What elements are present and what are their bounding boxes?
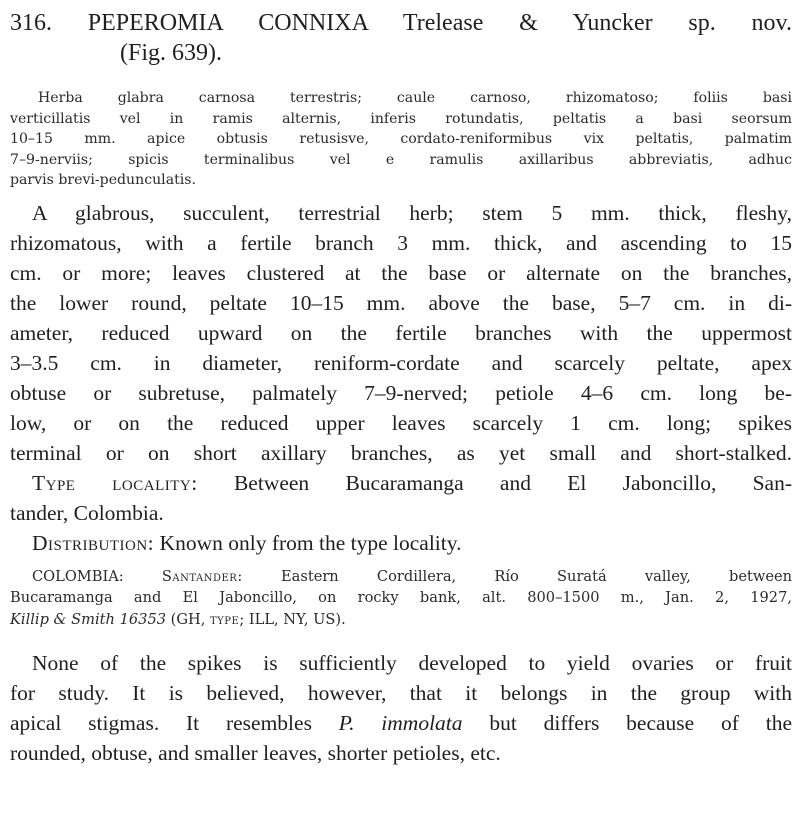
english-line: ameter, reduced upward on the fertile branches with the uppermost <box>10 320 792 345</box>
specimen-collectors: Killip & Smith 16353 <box>10 610 167 628</box>
figure-reference: (Fig. 639). <box>120 40 222 66</box>
discussion-line <box>10 708 792 738</box>
specimen-herbaria-rest: ; ILL, NY, US). <box>239 610 346 628</box>
distribution-text: Known only from the type locality. <box>159 530 462 555</box>
english-line: low, or on the reduced upper leaves scarcely 1 cm. long; spikes <box>10 410 792 435</box>
latin-line: parvis brevi-pedunculatis. <box>10 172 196 188</box>
type-locality-continued: tander, Colombia. <box>10 500 164 525</box>
english-line: terminal or on short axillary branches, as yet small and short-stalked. <box>10 440 792 465</box>
discussion-text: but differs because of the <box>489 711 792 735</box>
english-line: the lower round, peltate 10–15 mm. above the base, 5–7 cm. in di- <box>10 290 792 315</box>
type-locality-text: Between Bucaramanga and El Jaboncillo, San- <box>233 470 792 495</box>
specimen-citation <box>10 566 792 631</box>
type-locality-line <box>10 468 792 498</box>
species-heading-line-1: 316. PEPEROMIA CONNIXA Trelease & Yuncker sp. nov. <box>10 10 792 36</box>
latin-line: 7–9-nerviis; spicis terminalibus vel e ramulis axillaribus abbreviatis, adhuc <box>10 151 792 168</box>
english-line: 3–3.5 cm. in diameter, reniform-cordate and scarcely peltate, apex <box>10 350 792 375</box>
english-line: A glabrous, succulent, terrestrial herb; stem 5 mm. thick, fleshy, <box>32 200 792 225</box>
latin-line: 10–15 mm. apice obtusis retusisve, cordato-reniformibus vix peltatis, palmatim <box>10 131 792 147</box>
specimen-department: Santander: <box>161 567 243 585</box>
latin-line: Herba glabra carnosa terrestris; caule carnoso, rhizomatoso; foliis basi <box>38 90 792 106</box>
distribution-line <box>10 528 792 558</box>
specimen-type-word: type <box>210 610 240 628</box>
discussion-text: apical stigmas. It resembles <box>10 711 312 735</box>
discussion-line: None of the spikes is sufficiently developed to yield ovaries or fruit <box>32 651 792 675</box>
latin-line: verticillatis vel in ramis alternis, inferis rotundatis, peltatis a basi seorsum <box>10 110 792 127</box>
monograph-page <box>10 8 792 768</box>
specimen-locality: Eastern Cordillera, Río Suratá valley, between <box>280 567 793 585</box>
discussion-line: for study. It is believed, however, that it belongs in the group with <box>10 681 792 705</box>
specimen-line-2: Bucaramanga and El Jaboncillo, on rocky bank, alt. 800–1500 m., Jan. 2, 1927, <box>10 589 792 606</box>
species-reference: P. immolata <box>338 711 463 735</box>
english-line: rhizomatous, with a fertile branch 3 mm. thick, and ascending to 15 <box>10 230 792 255</box>
specimen-herbaria-open: (GH, <box>170 610 206 628</box>
english-line: obtuse or subretuse, palmately 7–9-nerved; petiole 4–6 cm. long be- <box>10 380 792 405</box>
discussion-line: rounded, obtuse, and smaller leaves, shorter petioles, etc. <box>10 741 501 765</box>
type-locality-label: Type locality: <box>32 470 198 495</box>
distribution-label: Distribution: <box>32 530 155 555</box>
english-description <box>10 198 792 558</box>
specimen-line-3 <box>10 609 792 631</box>
discussion <box>10 648 792 768</box>
specimen-country: COLOMBIA: <box>32 567 124 585</box>
latin-description <box>10 88 792 191</box>
specimen-line-1 <box>10 566 792 588</box>
species-heading <box>10 8 792 68</box>
english-line: cm. or more; leaves clustered at the base or alternate on the branches, <box>10 260 792 285</box>
